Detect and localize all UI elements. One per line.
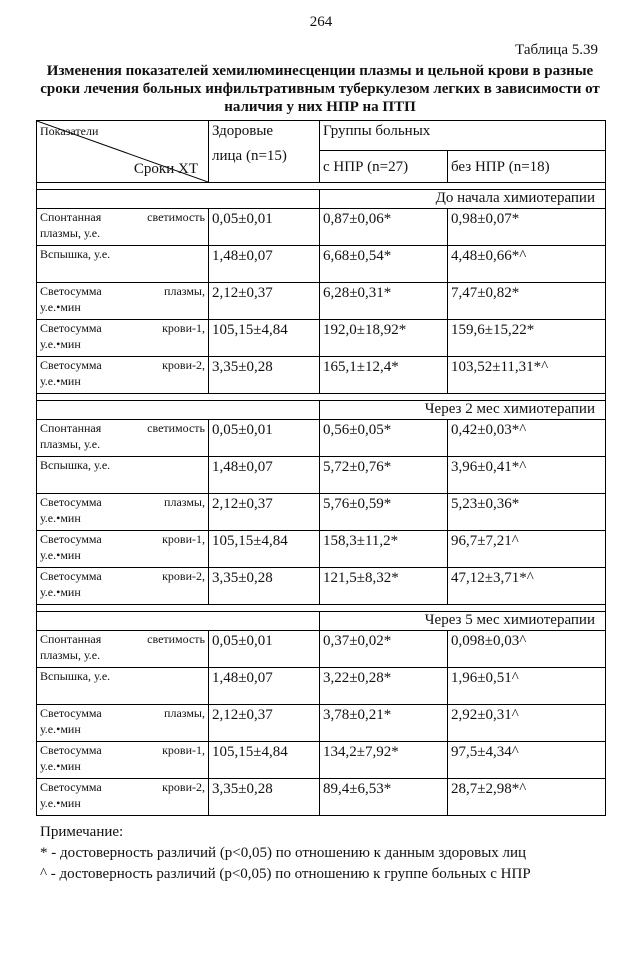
spacer-row: [37, 183, 606, 190]
indicator-text: Светосумма: [40, 780, 102, 794]
indicator-text: Вспышка, у.е.: [40, 458, 111, 472]
without-npr-value: 5,23±0,36*: [448, 494, 606, 531]
indicator-text: у.е.•мин: [40, 585, 81, 599]
indicator-text: Светосумма: [40, 532, 102, 546]
table-row: [37, 668, 606, 705]
indicator-text: Спонтанная: [40, 421, 102, 435]
indicator-text: плазмы, у.е.: [40, 437, 101, 451]
indicator-text: Светосумма: [40, 495, 102, 509]
table-row: [37, 705, 606, 742]
without-npr-value: 97,5±4,34^: [448, 742, 606, 779]
indicator-text: Вспышка, у.е.: [40, 247, 111, 261]
healthy-value: 2,12±0,37: [209, 494, 320, 531]
indicator-text: у.е.•мин: [40, 337, 81, 351]
indicator-cell: [37, 631, 209, 668]
indicator-text: крови-1,: [162, 532, 205, 546]
indicator-text: Спонтанная: [40, 210, 102, 224]
table-row: [37, 631, 606, 668]
indicator-text: у.е.•мин: [40, 722, 81, 736]
indicator-cell: [37, 457, 209, 494]
with-npr-value: 3,22±0,28*: [320, 668, 448, 705]
table-row: [37, 209, 606, 246]
with-npr-value: 134,2±7,92*: [320, 742, 448, 779]
header-terms: Сроки ХТ: [133, 161, 198, 177]
indicator-text: Спонтанная: [40, 632, 102, 646]
indicator-text: у.е.•мин: [40, 548, 81, 562]
indicator-cell: [37, 209, 209, 246]
period-label: Через 2 мес химиотерапии: [320, 401, 606, 420]
with-npr-value: 121,5±8,32*: [320, 568, 448, 605]
table-row: [37, 779, 606, 816]
header-indicators: Показатели: [40, 124, 99, 138]
indicator-text: у.е.•мин: [40, 796, 81, 810]
period-blank: [37, 612, 320, 631]
notes-title: Примечание:: [40, 824, 124, 840]
indicator-text: плазмы,: [164, 284, 205, 298]
without-npr-value: 28,7±2,98*^: [448, 779, 606, 816]
indicator-cell: [37, 779, 209, 816]
indicator-cell: [37, 494, 209, 531]
without-npr-value: 96,7±7,21^: [448, 531, 606, 568]
healthy-value: 3,35±0,28: [209, 357, 320, 394]
indicator-text: крови-1,: [162, 743, 205, 757]
without-npr-value: 4,48±0,66*^: [448, 246, 606, 283]
indicator-text: плазмы, у.е.: [40, 648, 101, 662]
with-npr-value: 165,1±12,4*: [320, 357, 448, 394]
without-npr-value: 103,52±11,31*^: [448, 357, 606, 394]
healthy-value: 0,05±0,01: [209, 209, 320, 246]
with-npr-value: 6,68±0,54*: [320, 246, 448, 283]
healthy-value: 1,48±0,07: [209, 668, 320, 705]
header-healthy: [209, 121, 320, 183]
indicator-text: у.е.•мин: [40, 300, 81, 314]
indicator-text: у.е.•мин: [40, 374, 81, 388]
data-table: [36, 120, 606, 816]
table-number: Таблица 5.39: [515, 42, 598, 58]
table-caption: Изменения показателей хемилюминесценции плазмы и цельной крови в разные сроки лечения больных инфильтративным туберкулезом легких в зависимости от наличия у них НПР на ПТП: [40, 63, 600, 115]
healthy-value: 0,05±0,01: [209, 420, 320, 457]
without-npr-value: 3,96±0,41*^: [448, 457, 606, 494]
indicator-text: светимость: [147, 210, 205, 224]
indicator-text: Вспышка, у.е.: [40, 669, 111, 683]
spacer-row: [37, 394, 606, 401]
without-npr-value: 47,12±3,71*^: [448, 568, 606, 605]
with-npr-value: 3,78±0,21*: [320, 705, 448, 742]
with-npr-value: 0,37±0,02*: [320, 631, 448, 668]
healthy-value: 105,15±4,84: [209, 742, 320, 779]
table-row: [37, 320, 606, 357]
indicator-text: крови-2,: [162, 780, 205, 794]
indicator-cell: [37, 668, 209, 705]
healthy-value: 3,35±0,28: [209, 568, 320, 605]
indicator-cell: [37, 357, 209, 394]
table-row: [37, 357, 606, 394]
indicator-text: Светосумма: [40, 706, 102, 720]
without-npr-value: 0,98±0,07*: [448, 209, 606, 246]
indicator-text: Светосумма: [40, 569, 102, 583]
healthy-value: 3,35±0,28: [209, 779, 320, 816]
indicator-text: крови-1,: [162, 321, 205, 335]
header-corner-cell: [37, 121, 209, 183]
table-row: [37, 742, 606, 779]
indicator-text: светимость: [147, 632, 205, 646]
without-npr-value: 159,6±15,22*: [448, 320, 606, 357]
indicator-text: плазмы,: [164, 706, 205, 720]
with-npr-value: 5,76±0,59*: [320, 494, 448, 531]
indicator-text: у.е.•мин: [40, 511, 81, 525]
indicator-cell: [37, 283, 209, 320]
with-npr-value: 89,4±6,53*: [320, 779, 448, 816]
indicator-cell: [37, 531, 209, 568]
header-without-npr: без НПР (n=18): [448, 151, 606, 183]
indicator-cell: [37, 742, 209, 779]
table-row: [37, 246, 606, 283]
header-healthy-line1: Здоровые: [212, 123, 274, 139]
without-npr-value: 7,47±0,82*: [448, 283, 606, 320]
with-npr-value: 6,28±0,31*: [320, 283, 448, 320]
indicator-text: плазмы,: [164, 495, 205, 509]
without-npr-value: 0,098±0,03^: [448, 631, 606, 668]
indicator-text: у.е.•мин: [40, 759, 81, 773]
indicator-cell: [37, 568, 209, 605]
header-healthy-line2: лица (n=15): [212, 148, 287, 164]
period-label: Через 5 мес химиотерапии: [320, 612, 606, 631]
indicator-cell: [37, 246, 209, 283]
page-number: 264: [309, 14, 333, 30]
indicator-text: Светосумма: [40, 743, 102, 757]
indicator-text: крови-2,: [162, 569, 205, 583]
table-row: [37, 568, 606, 605]
note-caret: ^ - достоверность различий (p<0,05) по отношению к группе больных с НПР: [40, 866, 531, 882]
with-npr-value: 158,3±11,2*: [320, 531, 448, 568]
header-with-npr: с НПР (n=27): [320, 151, 448, 183]
notes: [40, 822, 531, 885]
table-row: [37, 457, 606, 494]
healthy-value: 1,48±0,07: [209, 457, 320, 494]
header-patient-groups: Группы больных: [320, 121, 606, 151]
healthy-value: 105,15±4,84: [209, 320, 320, 357]
indicator-text: Светосумма: [40, 321, 102, 335]
table-body: [37, 183, 606, 816]
indicator-text: крови-2,: [162, 358, 205, 372]
note-star: * - достоверность различий (p<0,05) по отношению к данным здоровых лиц: [40, 845, 527, 861]
with-npr-value: 5,72±0,76*: [320, 457, 448, 494]
indicator-text: светимость: [147, 421, 205, 435]
indicator-cell: [37, 420, 209, 457]
without-npr-value: 0,42±0,03*^: [448, 420, 606, 457]
healthy-value: 2,12±0,37: [209, 705, 320, 742]
without-npr-value: 1,96±0,51^: [448, 668, 606, 705]
indicator-text: Светосумма: [40, 358, 102, 372]
table-row: [37, 531, 606, 568]
period-blank: [37, 190, 320, 209]
healthy-value: 1,48±0,07: [209, 246, 320, 283]
table-row: [37, 283, 606, 320]
healthy-value: 2,12±0,37: [209, 283, 320, 320]
healthy-value: 105,15±4,84: [209, 531, 320, 568]
spacer-row: [37, 605, 606, 612]
period-label: До начала химиотерапии: [320, 190, 606, 209]
with-npr-value: 0,56±0,05*: [320, 420, 448, 457]
table-row: [37, 494, 606, 531]
with-npr-value: 0,87±0,06*: [320, 209, 448, 246]
indicator-cell: [37, 705, 209, 742]
indicator-text: Светосумма: [40, 284, 102, 298]
indicator-cell: [37, 320, 209, 357]
period-blank: [37, 401, 320, 420]
with-npr-value: 192,0±18,92*: [320, 320, 448, 357]
table-row: [37, 420, 606, 457]
without-npr-value: 2,92±0,31^: [448, 705, 606, 742]
healthy-value: 0,05±0,01: [209, 631, 320, 668]
indicator-text: плазмы, у.е.: [40, 226, 101, 240]
